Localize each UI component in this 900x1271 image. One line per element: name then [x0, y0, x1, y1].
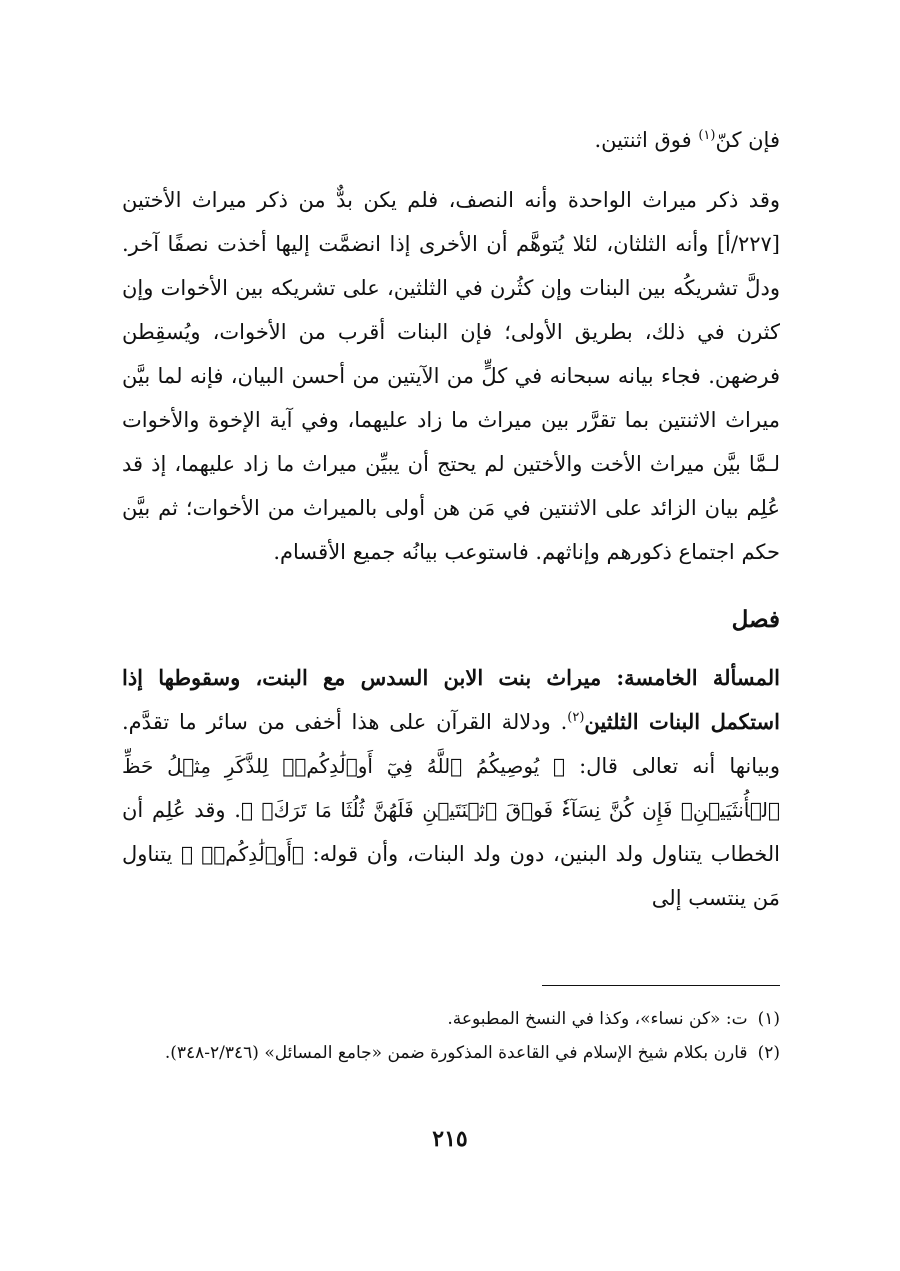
footnote-text: ت: «كن نساء»، وكذا في النسخ المطبوعة.: [447, 1009, 748, 1029]
footnote-divider: [542, 985, 780, 986]
paragraph-3-text-1: . ودلالة القرآن على هذا أخفى من سائر ما تقدَّم. وبيانها أنه تعالى قال:: [122, 710, 780, 778]
paragraph-3: [122, 656, 780, 920]
issue-title: المسألة الخامسة: ميراث بنت الابن السدس مع البنت، وسقوطها إذا استكمل البنات الثلثين: [122, 665, 780, 734]
paragraph-1: [122, 118, 780, 162]
footnote-2: [122, 1036, 780, 1070]
main-text: [122, 118, 780, 920]
quran-verse-2: ﴿أَوۡلَٰدِكُمۡۖ ﴾: [180, 842, 304, 866]
footnote-text: قارن بكلام شيخ الإسلام في القاعدة المذكورة ضمن «جامع المسائل» (٢/٣٤٦-٣٤٨).: [164, 1043, 748, 1063]
paragraph-3-text-3: يتناول مَن ينتسب إلى: [122, 842, 780, 910]
section-heading: فصل: [731, 606, 780, 633]
paragraph-1-start: فإن كنّ: [715, 128, 780, 152]
footnotes: [122, 1002, 780, 1070]
footnote-number: (١): [757, 1009, 780, 1029]
quran-verse-1: ﴿ يُوصِيكُمُ ٱللَّهُ فِيٓ أَوۡلَٰدِكُمۡۖ لِلذَّكَرِ مِثۡلُ حَظِّ ٱلۡأُنثَيَيۡنِۚ فَإِن كُنَّ نِسَآءٗ فَوۡقَ ٱثۡنَتَيۡنِ فَلَهُنَّ ثُلُثَا مَا تَرَكَۖ ﴾: [122, 754, 780, 822]
footnote-number: (٢): [757, 1043, 780, 1063]
paragraph-3-text-2: . وقد عُلِم أن الخطاب يتناول ولد البنين، دون ولد البنات، وأن قوله:: [122, 798, 780, 866]
page-number: ٢١٥: [432, 1126, 468, 1152]
paragraph-2: وقد ذكر ميراث الواحدة وأنه النصف، فلم يكن بدٌّ من ذكر ميراث الأختين [٢٢٧/أ] وأنه الثلثان، لئلا يُتوهَّم أن الأخرى إذا انضمَّت إليها أخذت نصفًا آخر. ودلَّ تشريكُه بين البنات وإن كثُرن في الثلثين، على تشريكه بين الأخوات وإن كثرن في ذلك، بطريق الأولى؛ فإن البنات أقرب من الأخوات، ويُسقِطن فرضهن. فجاء بيانه سبحانه في كلٍّ من الآيتين من أحسن البيان، فإنه لما بيَّن ميراث الاثنتين بما تقرَّر بين ميراث ما زاد عليهما، وفي آية الإخوة والأخوات لـمَّا بيَّن ميراث الأخت والأختين لم يحتج أن يبيِّن ميراث ما زاد عليهما، إذ قد عُلِم بيان الزائد على الاثنتين في مَن هن أولى بالميراث من الأخوات؛ ثم بيَّن حكم اجتماع ذكورهم وإناثهم. فاستوعب بيانُه جميع الأقسام.: [122, 188, 780, 564]
footnote-1: [122, 1002, 780, 1036]
footnote-ref-2: (٢): [567, 710, 585, 725]
footnote-ref-1: (١): [698, 128, 716, 143]
paragraph-1-end: فوق اثنتين.: [594, 128, 699, 152]
